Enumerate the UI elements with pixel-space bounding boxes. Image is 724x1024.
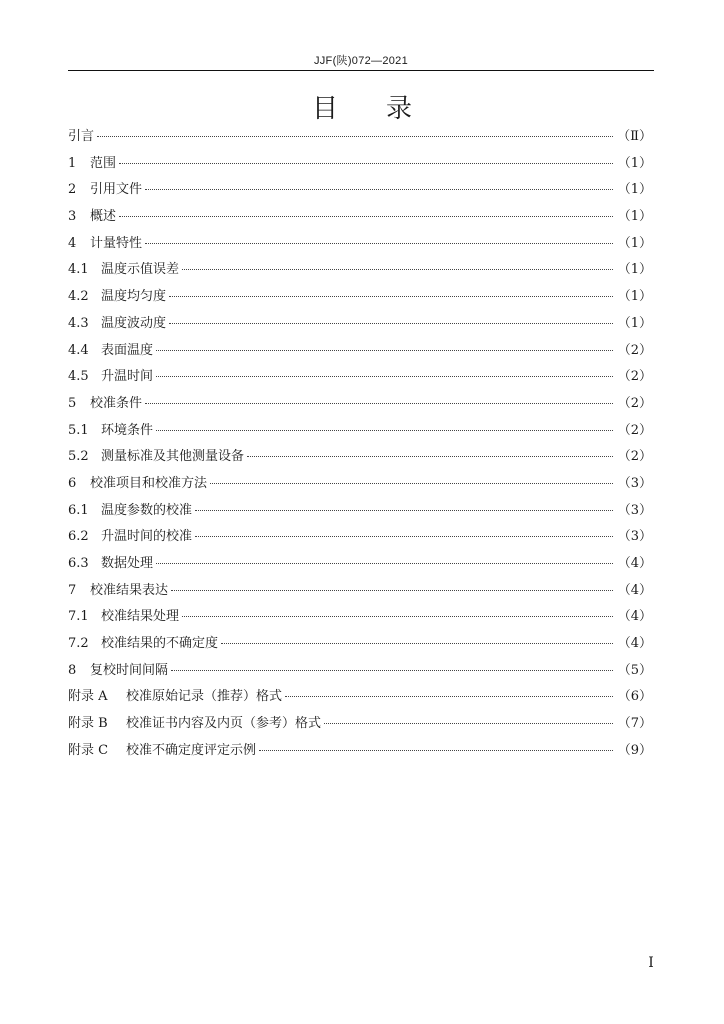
toc-entry-number: 4	[68, 235, 77, 251]
toc-entry[interactable]	[68, 444, 652, 471]
toc-entry-label: 温度均匀度	[101, 289, 167, 305]
toc-entry[interactable]	[68, 151, 652, 178]
toc-dot-leader	[195, 510, 613, 511]
document-code-header: JJF(陕)072—2021	[313, 55, 409, 67]
toc-entry-page: （3）	[617, 529, 652, 545]
toc-entry-page: （1）	[617, 182, 652, 198]
toc-entry-label: 校准项目和校准方法	[90, 475, 208, 491]
toc-entry-number: 4.3	[68, 315, 89, 331]
page-title: 目录	[311, 94, 460, 124]
toc-entry[interactable]	[68, 498, 652, 525]
toc-entry-number: 4.4	[68, 342, 89, 358]
toc-entry-number: 8	[68, 662, 77, 678]
toc-entry-label: 概述	[90, 209, 117, 225]
header-divider	[68, 70, 654, 71]
toc-entry[interactable]	[68, 684, 652, 711]
toc-entry[interactable]	[68, 338, 652, 365]
toc-entry-number: 3	[68, 209, 77, 225]
toc-entry-number: 1	[68, 155, 77, 171]
toc-dot-leader	[324, 723, 613, 724]
toc-dot-leader	[182, 269, 613, 270]
toc-entry-page: （1）	[617, 315, 652, 331]
toc-dot-leader	[171, 670, 613, 671]
toc-entry-page: （2）	[617, 422, 652, 438]
toc-entry-page: （5）	[617, 662, 652, 678]
toc-entry[interactable]	[68, 471, 652, 498]
toc-entry[interactable]	[68, 391, 652, 418]
toc-dot-leader	[145, 403, 613, 404]
toc-entry-number: 5.1	[68, 422, 89, 438]
toc-entry-page: （2）	[617, 449, 652, 465]
toc-entry-number: 6.2	[68, 529, 89, 545]
toc-entry-label: 校准原始记录（推荐）格式	[126, 689, 283, 705]
toc-entry-label: 引用文件	[90, 182, 143, 198]
toc-entry-page: （2）	[617, 395, 652, 411]
toc-entry-page: （1）	[617, 209, 652, 225]
toc-entry-number: 4.2	[68, 289, 89, 305]
toc-entry[interactable]	[68, 604, 652, 631]
toc-entry[interactable]	[68, 204, 652, 231]
toc-entry-number: 7	[68, 582, 77, 598]
table-of-contents	[68, 124, 652, 765]
toc-dot-leader	[285, 696, 613, 697]
toc-entry-label: 校准结果的不确定度	[101, 636, 219, 652]
toc-entry[interactable]	[68, 631, 652, 658]
toc-dot-leader	[259, 750, 613, 751]
toc-entry-label: 温度参数的校准	[101, 502, 193, 518]
toc-dot-leader	[156, 376, 613, 377]
toc-entry-page: （3）	[617, 502, 652, 518]
toc-entry-page: （4）	[617, 582, 652, 598]
toc-entry-label: 校准结果表达	[90, 582, 169, 598]
page-number: I	[648, 955, 654, 971]
toc-entry[interactable]	[68, 658, 652, 685]
toc-dot-leader	[156, 350, 613, 351]
toc-entry-label: 校准条件	[90, 395, 143, 411]
toc-entry-number: 6.3	[68, 556, 89, 571]
toc-dot-leader	[97, 136, 613, 137]
toc-dot-leader	[171, 590, 613, 591]
toc-entry-label: 表面温度	[101, 342, 154, 358]
toc-entry[interactable]	[68, 418, 652, 445]
toc-dot-leader	[119, 163, 613, 164]
toc-entry[interactable]	[68, 257, 652, 284]
toc-entry-label: 校准结果处理	[101, 609, 180, 625]
toc-dot-leader	[169, 296, 613, 297]
toc-entry[interactable]	[68, 311, 652, 338]
toc-entry-number: 7.2	[68, 636, 89, 652]
toc-entry-page: （1）	[617, 289, 652, 305]
toc-dot-leader	[156, 430, 613, 431]
toc-entry-page: （1）	[617, 262, 652, 278]
toc-entry-label: 校准证书内容及内页（参考）格式	[126, 716, 322, 732]
toc-entry-page: （2）	[617, 369, 652, 385]
toc-entry[interactable]	[68, 284, 652, 311]
toc-entry[interactable]	[68, 231, 652, 258]
toc-dot-leader	[169, 323, 613, 324]
toc-entry-page: （4）	[617, 609, 652, 625]
toc-dot-leader	[145, 189, 613, 190]
toc-dot-leader	[210, 483, 613, 484]
toc-entry-label: 温度波动度	[101, 315, 167, 331]
toc-entry-page: （4）	[617, 556, 652, 571]
toc-entry-page: （6）	[617, 689, 652, 705]
toc-entry-number: 附录 A	[68, 689, 108, 705]
toc-entry-label: 引言	[68, 129, 95, 144]
toc-entry-page: （3）	[617, 475, 652, 491]
toc-entry-label: 温度示值误差	[101, 262, 180, 278]
toc-entry[interactable]	[68, 124, 652, 151]
toc-entry-number: 附录 C	[68, 742, 109, 758]
toc-entry-page: （1）	[617, 235, 652, 251]
toc-entry-label: 环境条件	[101, 422, 154, 438]
toc-entry-number: 4.1	[68, 262, 89, 278]
toc-entry-number: 5	[68, 395, 77, 411]
toc-dot-leader	[195, 536, 613, 537]
toc-entry-page: （1）	[617, 155, 652, 171]
toc-entry-page: （Ⅱ）	[617, 129, 652, 144]
toc-entry[interactable]	[68, 738, 652, 765]
toc-entry-label: 升温时间	[101, 369, 154, 385]
toc-entry[interactable]	[68, 177, 652, 204]
toc-entry[interactable]	[68, 524, 652, 551]
toc-dot-leader	[247, 456, 613, 457]
toc-entry-label: 计量特性	[90, 235, 143, 251]
toc-entry-number: 附录 B	[68, 716, 108, 732]
toc-entry[interactable]	[68, 578, 652, 605]
toc-entry-page: （9）	[617, 742, 652, 758]
toc-entry-number: 6.1	[68, 502, 89, 518]
toc-entry-label: 数据处理	[101, 556, 154, 571]
toc-entry-number: 4.5	[68, 369, 89, 385]
toc-entry-page: （4）	[617, 636, 652, 652]
toc-entry-label: 校准不确定度评定示例	[126, 742, 257, 758]
toc-entry-number: 6	[68, 475, 77, 491]
toc-entry[interactable]	[68, 364, 652, 391]
toc-dot-leader	[182, 616, 613, 617]
toc-entry[interactable]	[68, 551, 652, 578]
toc-entry-number: 7.1	[68, 609, 89, 625]
toc-entry-page: （7）	[617, 716, 652, 732]
toc-entry-number: 5.2	[68, 449, 89, 465]
toc-entry-label: 测量标准及其他测量设备	[101, 449, 245, 465]
toc-entry-label: 范围	[90, 155, 117, 171]
toc-entry-label: 复校时间间隔	[90, 662, 169, 678]
toc-dot-leader	[119, 216, 613, 217]
toc-dot-leader	[156, 563, 613, 564]
toc-entry-number: 2	[68, 182, 77, 198]
toc-entry[interactable]	[68, 711, 652, 738]
toc-entry-page: （2）	[617, 342, 652, 358]
toc-dot-leader	[145, 243, 613, 244]
toc-dot-leader	[221, 643, 613, 644]
toc-entry-label: 升温时间的校准	[101, 529, 193, 545]
